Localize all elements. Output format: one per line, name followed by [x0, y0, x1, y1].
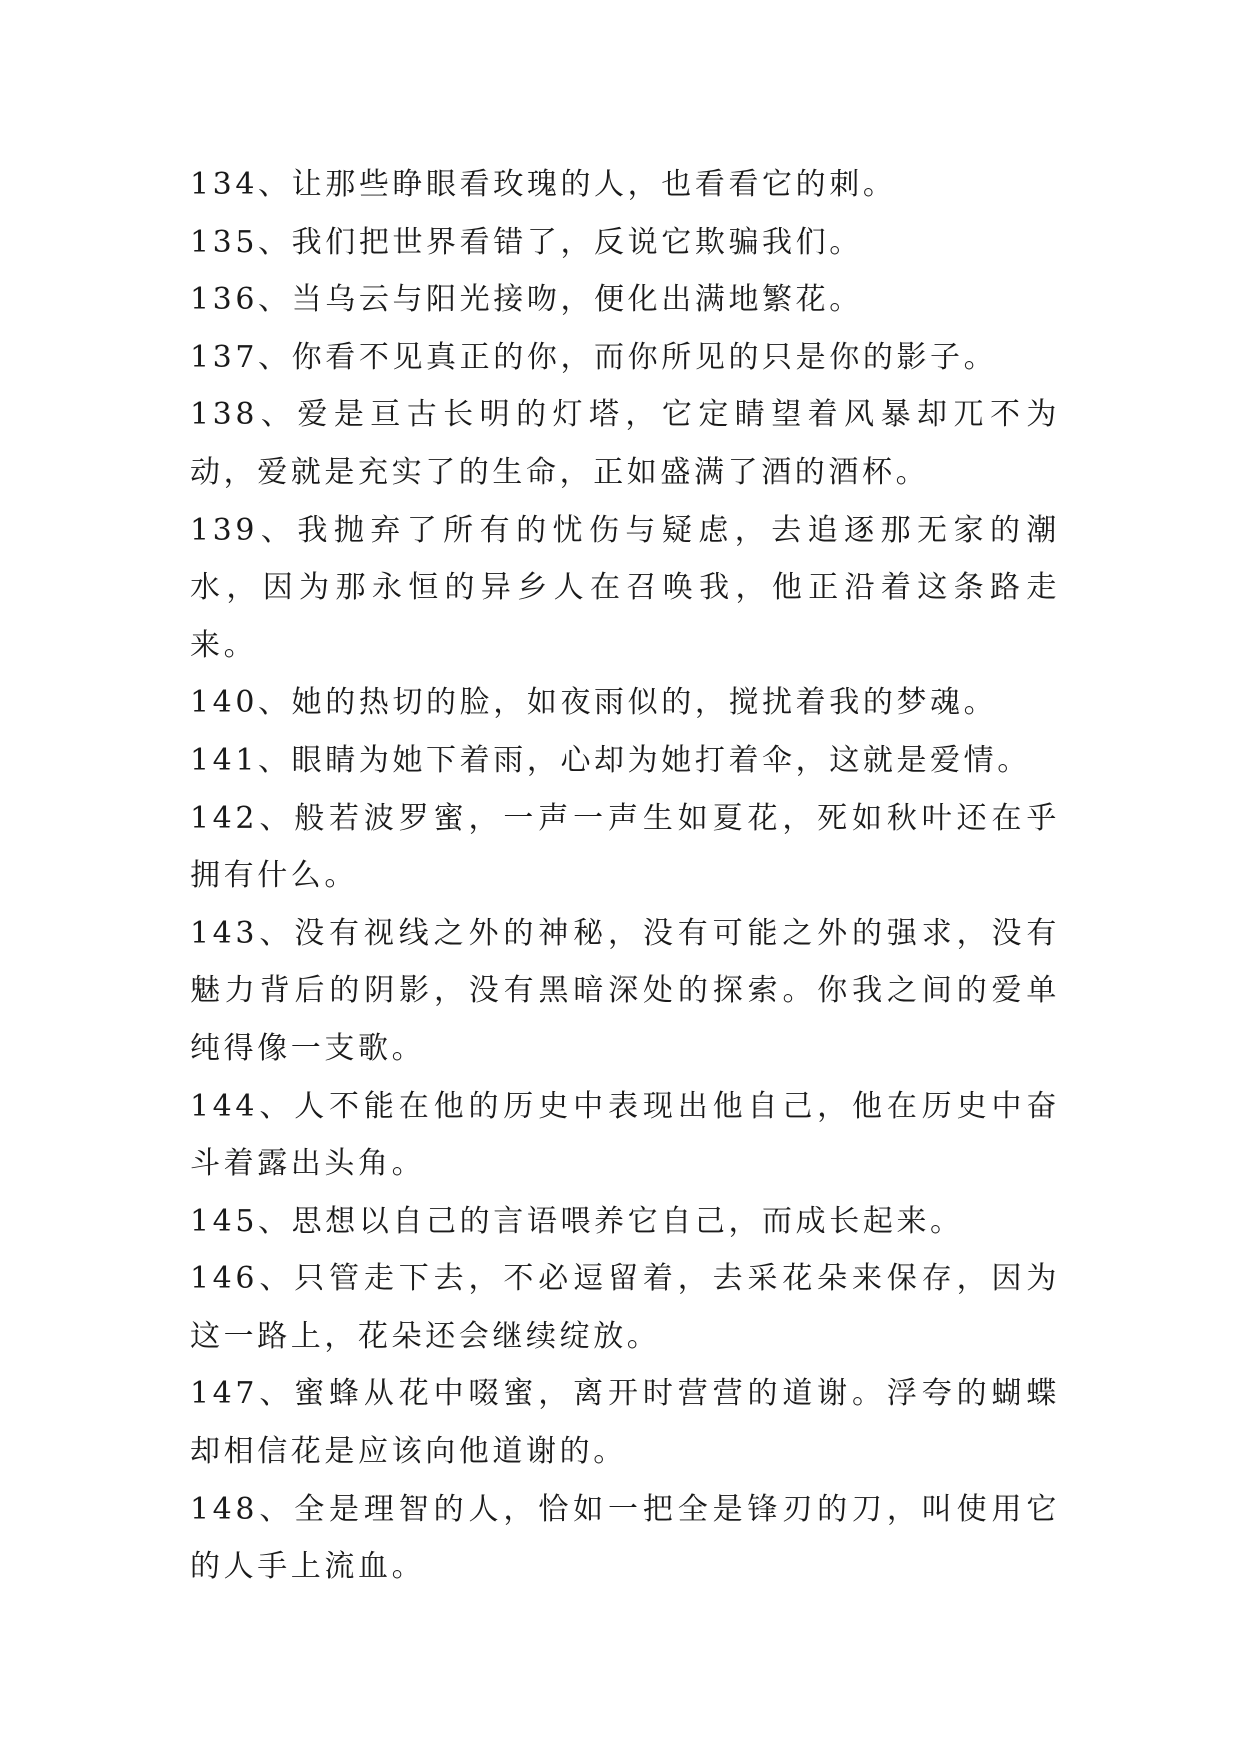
quote-paragraph-138: 138、爱是亘古长明的灯塔，它定睛望着风暴却兀不为动，爱就是充实了的生命，正如盛满了酒的酒杯。: [190, 397, 1060, 490]
quote-paragraph-135: 135、我们把世界看错了，反说它欺骗我们。: [190, 224, 863, 260]
quote-paragraph-148: 148、全是理智的人，恰如一把全是锋刃的刀，叫使用它的人手上流血。: [190, 1491, 1060, 1585]
document-body: [190, 156, 1060, 1596]
quote-paragraph-147: 147、蜜蜂从花中啜蜜，离开时营营的道谢。浮夸的蝴蝶却相信花是应该向他道谢的。: [190, 1376, 1060, 1470]
quote-paragraph-140: 140、她的热切的脸，如夜雨似的，搅扰着我的梦魂。: [190, 685, 998, 721]
quote-paragraph-146: 146、只管走下去，不必逗留着，去采花朵来保存，因为这一路上，花朵还会继续绽放。: [190, 1261, 1060, 1354]
quote-paragraph-136: 136、当乌云与阳光接吻，便化出满地繁花。: [190, 282, 863, 318]
quote-paragraph-137: 137、你看不见真正的你，而你所见的只是你的影子。: [190, 339, 998, 375]
quote-paragraph-139: 139、我抛弃了所有的忧伤与疑虑，去追逐那无家的潮水，因为那永恒的异乡人在召唤我，他正沿着这条路走来。: [190, 512, 1060, 663]
quote-paragraph-141: 141、眼睛为她下着雨，心却为她打着伞，这就是爱情。: [190, 742, 1031, 778]
quote-paragraph-143: 143、没有视线之外的神秘，没有可能之外的强求，没有魅力背后的阴影，没有黑暗深处的探索。你我之间的爱单纯得像一支歌。: [190, 915, 1060, 1066]
quote-paragraph-134: 134、让那些睁眼看玫瑰的人，也看看它的刺。: [190, 167, 897, 202]
quote-paragraph-145: 145、思想以自己的言语喂养它自己，而成长起来。: [190, 1203, 964, 1239]
quote-paragraph-144: 144、人不能在他的历史中表现出他自己，他在历史中奋斗着露出头角。: [190, 1088, 1060, 1182]
quote-paragraph-142: 142、般若波罗蜜，一声一声生如夏花，死如秋叶还在乎拥有什么。: [190, 800, 1060, 894]
